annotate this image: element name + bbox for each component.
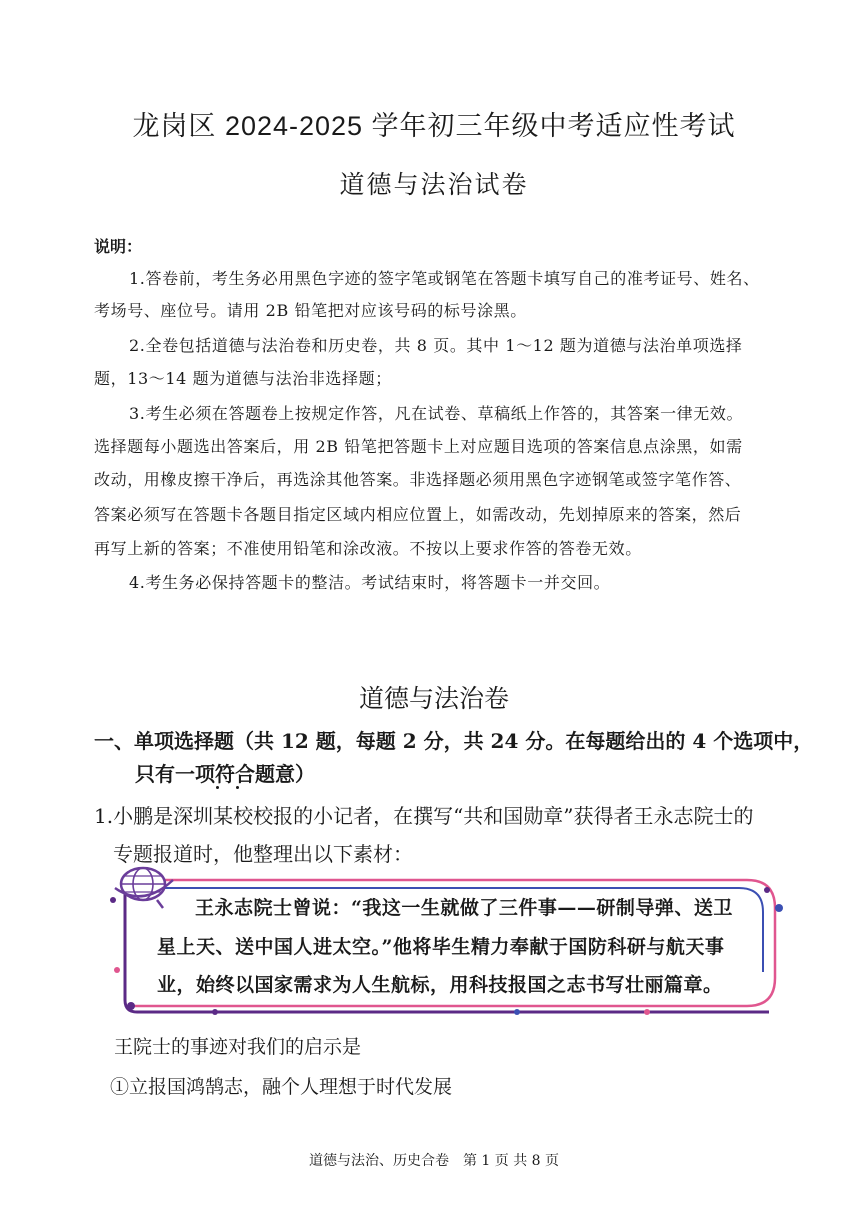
part-heading-continued: 只有一项符合题意） — [135, 762, 315, 786]
instruction-line: 改动，用橡皮擦干净后，再选涂其他答案。非选择题必须用黑色字迹钢笔或签字笔作答、 — [94, 470, 742, 489]
quote-line: 业，始终以国家需求为人生航标，用科技报国之志书写壮丽篇章。 — [157, 974, 723, 996]
instruction-line: 考场号、座位号。请用 2B 铅笔把对应该号码的标号涂黑。 — [94, 301, 527, 320]
globe-icon — [113, 862, 179, 910]
instruction-line: 1.答卷前，考生务必用黑色字迹的签字笔或钢笔在答题卡填写自己的准考证号、姓名、 — [129, 269, 760, 288]
question-1-stem-continued: 专题报道时，他整理出以下素材： — [113, 842, 413, 866]
question-1-prompt: 王院士的事迹对我们的启示是 — [114, 1036, 362, 1058]
instructions-heading: 说明： — [94, 237, 143, 256]
instruction-line: 2.全卷包括道德与法治卷和历史卷，共 8 页。其中 1～12 题为道德与法治单项选择 — [129, 336, 743, 355]
part-heading: 一、单项选择题（共 12 题，每题 2 分，共 24 分。在每题给出的 4 个选项中， — [94, 729, 814, 753]
quote-line: 王永志院士曾说：“我这一生就做了三件事——研制导弹、送卫 — [195, 897, 733, 919]
section-title: 道德与法治卷 — [358, 685, 509, 713]
quote-frame — [107, 860, 787, 1020]
instruction-line: 选择题每小题选出答案后，用 2B 铅笔把答题卡上对应题目选项的答案信息点涂黑，如需 — [94, 437, 743, 456]
instruction-line: 答案必须写在答题卡各题目指定区域内相应位置上，如需改动，先划掉原来的答案，然后 — [94, 505, 742, 524]
quote-line: 星上天、送中国人进太空。”他将毕生精力奉献于国防科研与航天事 — [157, 936, 725, 958]
instruction-line: 题，13～14 题为道德与法治非选择题； — [94, 369, 392, 388]
emphasis-dot — [216, 786, 219, 789]
question-1-stem: 1.小鹏是深圳某校校报的小记者，在撰写“共和国勋章”获得者王永志院士的 — [94, 804, 754, 828]
instruction-line: 3.考生必须在答题卷上按规定作答，凡在试卷、草稿纸上作答的，其答案一律无效。 — [129, 404, 744, 423]
question-1-statement-1: ①立报国鸿鹄志，融个人理想于时代发展 — [110, 1076, 453, 1098]
instruction-line: 4.考生务必保持答题卡的整洁。考试结束时，将答题卡一并交回。 — [129, 573, 611, 592]
instruction-line: 再写上新的答案；不准使用铅笔和涂改液。不按以上要求作答的答卷无效。 — [94, 539, 642, 558]
emphasis-dot — [236, 786, 239, 789]
exam-title: 龙岗区 2024-2025 学年初三年级中考适应性考试 — [132, 111, 736, 141]
page-footer: 道德与法治、历史合卷 第 1 页 共 8 页 — [308, 1153, 560, 1169]
exam-subtitle: 道德与法治试卷 — [339, 170, 529, 199]
